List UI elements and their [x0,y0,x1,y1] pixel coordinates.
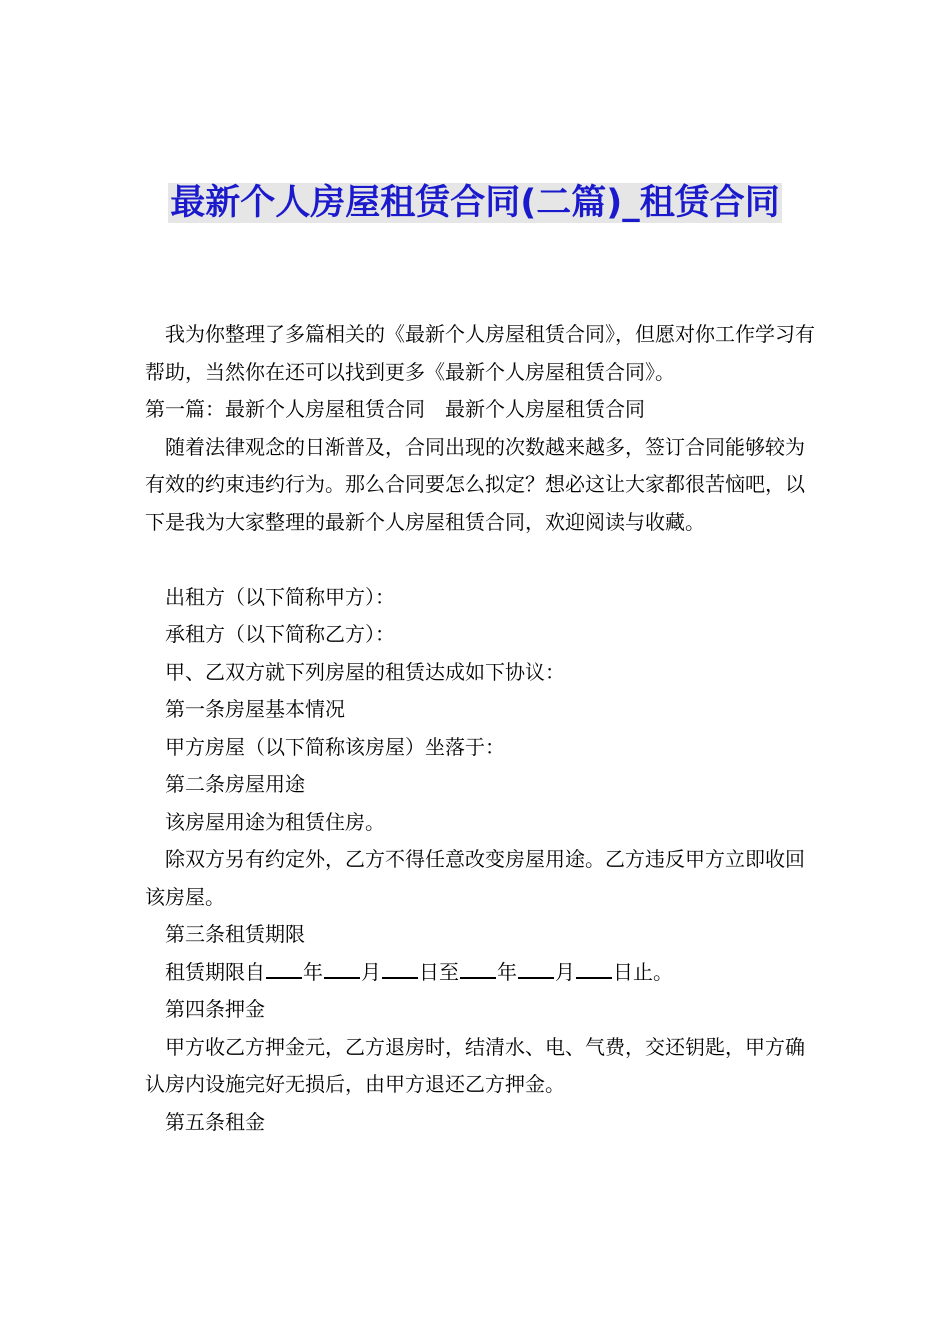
article3-part: 年 [497,959,517,984]
article3-part: 月 [361,959,381,984]
article2-title: 第二条房屋用途 [165,772,305,796]
article1-title: 第一条房屋基本情况 [165,697,345,721]
agreement-line: 甲、乙双方就下列房屋的租赁达成如下协议： [165,659,565,684]
document-body [145,316,815,1141]
fill-blank-month [518,959,554,979]
blank-line [145,541,815,579]
fill-blank-day [576,959,612,979]
article4-title: 第四条押金 [165,997,265,1021]
article3-part: 月 [555,959,575,984]
article5-title: 第五条租金 [165,1109,265,1134]
article2-text-2: 除双方另有约定外，乙方不得任意改变房屋用途。乙方违反甲方立即收回该房屋。 [145,847,805,909]
article3-part: 日至 [419,959,459,984]
intro-paragraph: 我为你整理了多篇相关的《最新个人房屋租赁合同》，但愿对你工作学习有帮助，当然你在还可以找到更多《最新个人房屋租赁合同》。 [145,322,815,384]
section1-intro-paragraph: 随着法律观念的日渐普及，合同出现的次数越来越多，签订合同能够较为有效的约束违约行为。那么合同要怎么拟定？想必这让大家都很苦恼吧，以下是我为大家整理的最新个人房屋租赁合同，欢迎阅读与收藏。 [145,434,805,534]
fill-blank-day [382,959,418,979]
fill-blank-month [324,959,360,979]
article3-text [145,954,815,992]
article3-part: 年 [303,959,323,984]
article3-title: 第三条租赁期限 [165,922,305,946]
section1-heading: 第一篇：最新个人房屋租赁合同 最新个人房屋租赁合同 [145,397,645,421]
article2-text-1: 该房屋用途为租赁住房。 [165,809,385,834]
document-title [140,178,810,228]
article3-part: 日止。 [613,959,673,984]
document-title-text: 最新个人房屋租赁合同(二篇)_租赁合同 [170,183,780,223]
article4-text: 甲方收乙方押金元，乙方退房时，结清水、电、气费，交还钥匙，甲方确认房内设施完好无损后，由甲方退还乙方押金。 [145,1034,805,1096]
article3-part: 租赁期限自 [165,959,265,984]
lessor-line: 出租方（以下简称甲方）： [165,584,395,609]
article1-text: 甲方房屋（以下简称该房屋）坐落于： [165,734,505,759]
lessee-line: 承租方（以下简称乙方）： [165,622,395,646]
fill-blank-year [460,959,496,979]
fill-blank-year [266,959,302,979]
